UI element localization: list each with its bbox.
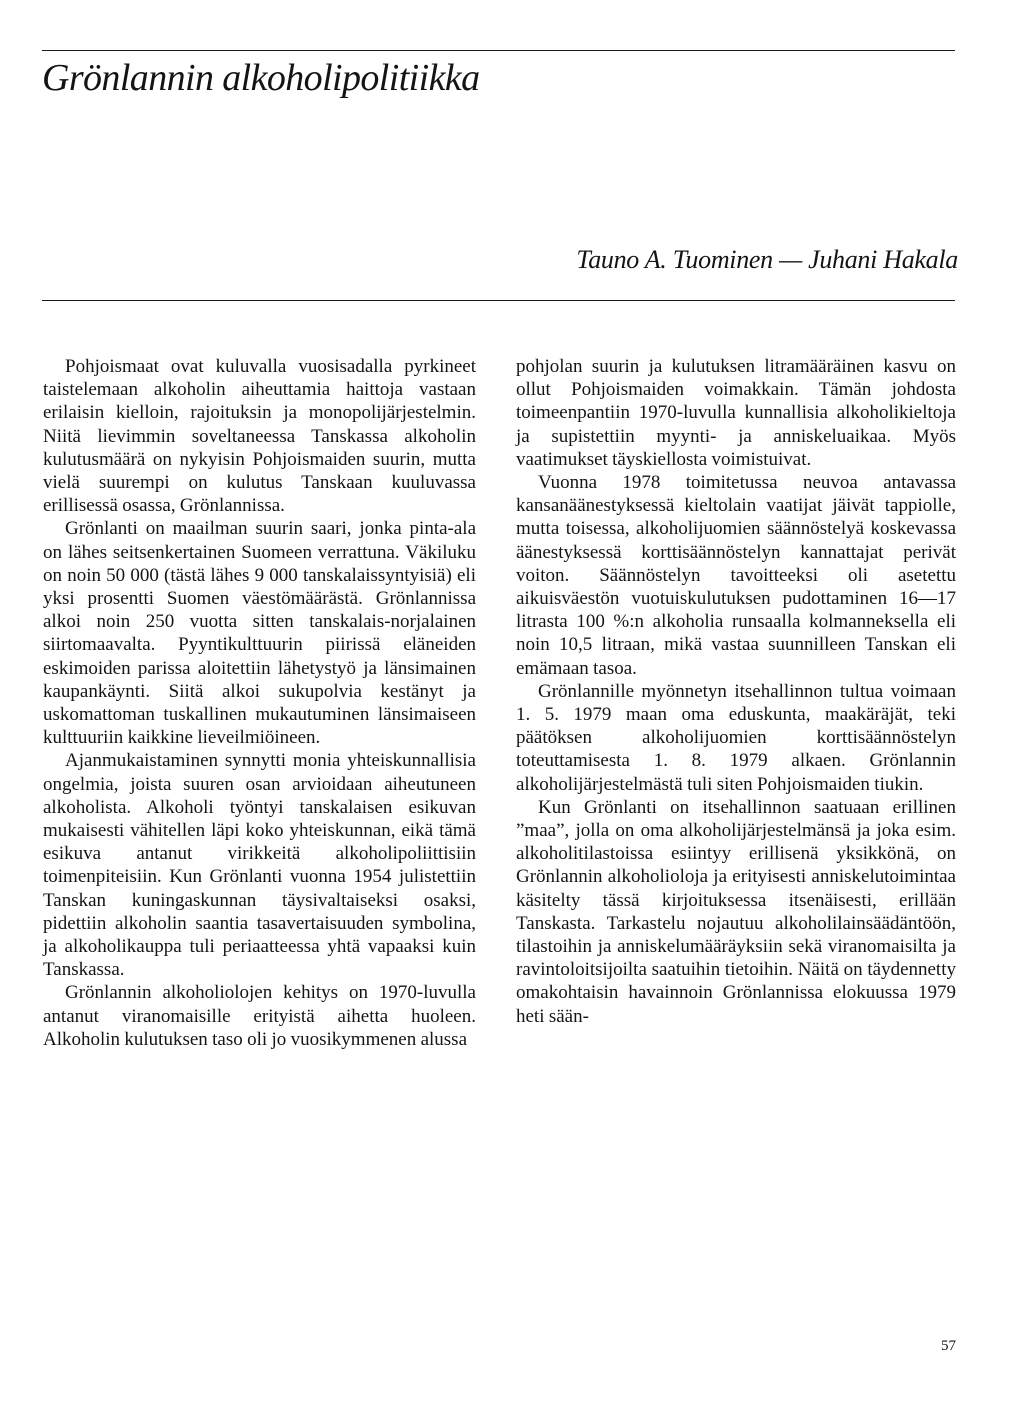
paragraph-scope: Kun Grönlanti on itsehallinnon saatuaan erillinen ”maa”, jolla on oma alkoholijärjestelmänsä ja joka esim. alkoholitilastoissa esiintyy erillisenä yksikkönä, on Grönlannin alkoholioloja ja erityisesti anniskelutoimintaa käsitelty tässä kirjoituksessa itsenäisesti, erillään Tanskasta. Tarkastelu nojautuu alkoholilainsäädäntöön, tilastoihin ja anniskelumääräyksiin sekä viranomaisilta ja ravintoloitsijoilta saatuihin tietoihin. Näitä on täydennetty omakohtaisin havainnoin Grönlannissa elokuussa 1979 heti sään- bbox=[516, 796, 956, 1027]
article-authors: Tauno A. Tuominen — Juhani Hakala bbox=[576, 245, 958, 274]
right-column bbox=[516, 355, 956, 1028]
paragraph-referendum: Vuonna 1978 toimitetussa neuvoa antavassa kansanäänestyksessä kieltolain vaatijat jäivät tappiolle, mutta toisessa, alkoholijuomien säännöstelyä koskevassa äänestyksessä korttisäännöstelyn kannattajat perivät voiton. Säännöstelyn tavoitteeksi oli asetettu aikuisväestön vuotuiskulutuksen pudottaminen 16—17 litrasta 100 %:n alkoholia runsaalla kolmanneksella eli noin 10,5 litraan, mikä vastaa suunnilleen Tanskan eli emämaan tasoa. bbox=[516, 472, 956, 679]
paragraph-home-rule: Grönlannille myönnetyn itsehallinnon tultua voimaan 1. 5. 1979 maan oma eduskunta, maakäräjät, teki päätöksen alkoholijuomien korttisäännöstelyn toteuttamisesta 1. 8. 1979 alkaen. Grönlannin alkoholijärjestelmästä tuli siten Pohjoismaiden tiukin. bbox=[516, 680, 956, 795]
header-rule bbox=[42, 300, 955, 301]
left-column bbox=[43, 355, 476, 1051]
paragraph-intro: Pohjoismaat ovat kuluvalla vuosisadalla pyrkineet taistelemaan alkoholin aiheuttamia haittoja vastaan erilaisin kielloin, rajoituksin ja monopolijärjestelmin. Niitä lievimmin soveltaneessa Tanskassa alkoholin kulutusmäärä on nykyisin Pohjoismaiden suurin, mutta vielä suurempi on kulutus Tanskaan kuuluvassa erillisessä osassa, Grönlannissa. bbox=[43, 356, 476, 517]
article-title: Grönlannin alkoholipolitiikka bbox=[42, 57, 480, 99]
paragraph-geography: Grönlanti on maailman suurin saari, jonka pinta-ala on lähes seitsenkertainen Suomeen verrattuna. Väkiluku on noin 50 000 (tästä lähes 9 000 tanskalaissyntyisiä) eli yksi prosentti Suomen väestömäärästä. Grönlannissa alkoi noin 250 vuotta sitten tanskalais-norjalainen siirtomaavalta. Pyyntikulttuurin piirissä eläneiden eskimoiden parissa aloitettiin lähetystyö ja länsimainen kaupankäynti. Siitä alkoi sukupolvia kestänyt ja uskomattoman tuskallinen mukautuminen länsimaiseen kulttuuriin kaikkine lieveilmiöineen. bbox=[43, 518, 476, 749]
paragraph-continuation: pohjolan suurin ja kulutuksen litramääräinen kasvu on ollut Pohjoismaiden voimakkain. Tämän johdosta toimeenpantiin 1970-luvulla kunnallisia alkoholikieltoja ja supistettiin myynti- ja anniskeluaikaa. Myös vaatimukset täyskiellosta voimistuivat. bbox=[516, 356, 956, 470]
paragraph-1970s: Grönlannin alkoholiolojen kehitys on 1970-luvulla antanut viranomaisille erityistä aihetta huoleen. Alkoholin kulutuksen taso oli jo vuosikymmenen alussa bbox=[43, 982, 476, 1050]
paragraph-modernization: Ajanmukaistaminen synnytti monia yhteiskunnallisia ongelmia, joista suuren osan arvioidaan aiheutuneen alkoholista. Alkoholi työntyi tanskalaisen esikuvan mukaisesti vähitellen läpi koko yhteiskunnan, eikä tämä esikuva antanut virikkeitä alkoholipoliittisiin toimenpiteisiin. Kun Grönlanti vuonna 1954 julistettiin Tanskan kuningaskunnan täysivaltaiseksi osaksi, pidettiin alkoholin saantia tasavertaisuuden symbolina, ja alkoholikauppa tuli periaatteessa yhtä vapaaksi kuin Tanskassa. bbox=[43, 750, 476, 981]
page-number: 57 bbox=[941, 1338, 956, 1354]
top-rule bbox=[42, 50, 955, 51]
